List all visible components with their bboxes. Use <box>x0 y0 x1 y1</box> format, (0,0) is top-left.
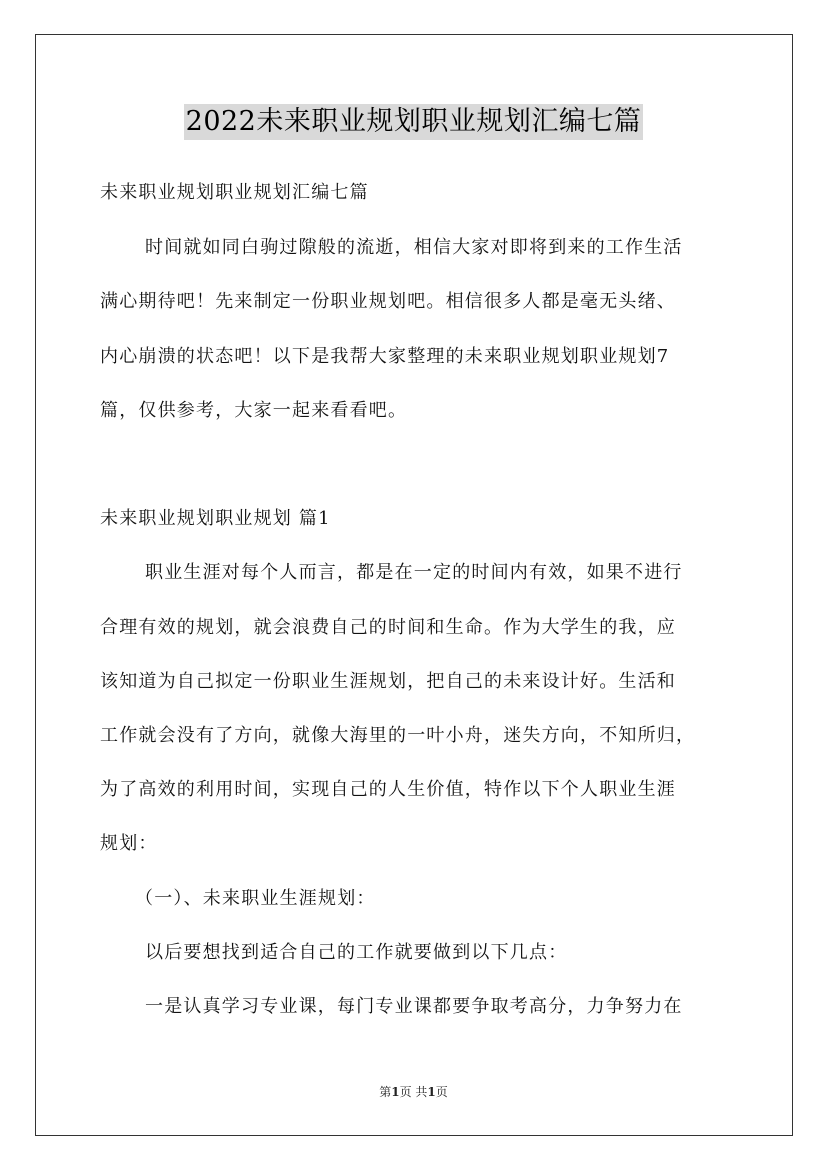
paragraph-line: 规划： <box>100 833 158 854</box>
paragraph-line: 工作就会没有了方向，就像大海里的一叶小舟，迷失方向，不知所归， <box>100 725 696 746</box>
paragraph-line: 该知道为自己拟定一份职业生涯规划，把自己的未来设计好。生活和 <box>100 671 676 692</box>
section-heading: 未来职业规划职业规划 篇1 <box>100 508 331 529</box>
footer-mid: 页 共 <box>399 1085 428 1099</box>
paragraph-line: 一是认真学习专业课，每门专业课都要争取考高分，力争努力在 <box>145 996 683 1017</box>
paragraph-line: 以后要想找到适合自己的工作就要做到以下几点： <box>145 942 568 963</box>
subsection-heading: （一）、未来职业生涯规划： <box>135 888 376 909</box>
subtitle-line: 未来职业规划职业规划汇编七篇 <box>100 182 369 203</box>
paragraph-line: 职业生涯对每个人而言，都是在一定的时间内有效，如果不进行 <box>145 562 683 583</box>
page-footer <box>0 1084 827 1100</box>
paragraph-line: 时间就如同白驹过隙般的流逝，相信大家对即将到来的工作生活 <box>145 237 683 258</box>
footer-page-total: 1 <box>427 1085 436 1099</box>
paragraph-line: 篇，仅供参考，大家一起来看看吧。 <box>100 400 408 421</box>
document-title: 2022未来职业规划职业规划汇编七篇 <box>184 104 644 140</box>
footer-page-current: 1 <box>391 1085 400 1099</box>
paragraph-line: 为了高效的利用时间，实现自己的人生价值，特作以下个人职业生涯 <box>100 779 676 800</box>
footer-prefix: 第 <box>379 1085 392 1099</box>
footer-suffix: 页 <box>435 1085 448 1099</box>
title-container <box>0 104 827 140</box>
paragraph-line: 满心期待吧！先来制定一份职业规划吧。相信很多人都是毫无头绪、 <box>100 291 676 312</box>
paragraph-line: 合理有效的规划，就会浪费自己的时间和生命。作为大学生的我，应 <box>100 617 676 638</box>
paragraph-line: 内心崩溃的状态吧！以下是我帮大家整理的未来职业规划职业规划7 <box>100 346 670 367</box>
